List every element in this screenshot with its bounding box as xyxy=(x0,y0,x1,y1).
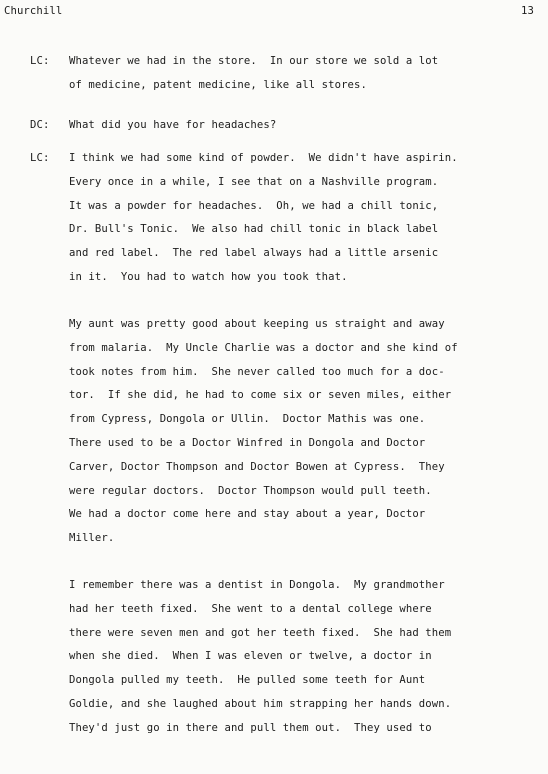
text-line: What did you have for headaches? xyxy=(69,119,277,131)
text-line: were regular doctors. Doctor Thompson would pull teeth. xyxy=(69,484,432,497)
text-line: They'd just go in there and pull them out. They used to xyxy=(69,721,432,734)
text-line: I think we had some kind of powder. We didn't have aspirin. xyxy=(69,152,458,164)
text-line: had her teeth fixed. She went to a dental college where xyxy=(69,602,432,615)
text-line: took notes from him. She never called too much for a doc- xyxy=(69,365,445,378)
text-line: when she died. When I was eleven or twelve, a doctor in xyxy=(69,650,432,663)
speaker-label: LC: xyxy=(30,55,50,67)
text-line: Goldie, and she laughed about him strapping her hands down. xyxy=(69,697,452,710)
text-line: of medicine, patent medicine, like all stores. xyxy=(69,78,367,91)
text-line: from Cypress, Dongola or Ullin. Doctor Mathis was one. xyxy=(69,413,426,426)
text-line: Miller. xyxy=(69,532,115,545)
text-line: there were seven men and got her teeth fixed. She had them xyxy=(69,626,452,639)
dialogue-text xyxy=(69,147,518,290)
text-line: Dongola pulled my teeth. He pulled some teeth for Aunt xyxy=(69,674,426,687)
text-line: in it. You had to watch how you took that. xyxy=(69,270,348,283)
page-number: 13 xyxy=(521,5,534,17)
text-line: I remember there was a dentist in Dongola. My grandmother xyxy=(69,579,445,591)
speaker-label: DC: xyxy=(30,119,50,131)
running-header: Churchill xyxy=(4,5,63,17)
text-line: Every once in a while, I see that on a Nashville program. xyxy=(69,175,439,188)
text-line: My aunt was pretty good about keeping us straight and away xyxy=(69,318,445,330)
text-line: We had a doctor come here and stay about a year, Doctor xyxy=(69,508,426,521)
speaker-label: LC: xyxy=(30,152,50,164)
text-line: It was a powder for headaches. Oh, we had a chill tonic, xyxy=(69,199,439,212)
continuation-paragraph xyxy=(69,574,518,741)
text-line: Whatever we had in the store. In our store we sold a lot xyxy=(69,55,439,67)
text-line: from malaria. My Uncle Charlie was a doctor and she kind of xyxy=(69,341,458,354)
text-line: tor. If she did, he had to come six or seven miles, either xyxy=(69,389,452,402)
dialogue-text xyxy=(69,114,518,138)
text-line: and red label. The red label always had a little arsenic xyxy=(69,247,439,260)
text-line: There used to be a Doctor Winfred in Dongola and Doctor xyxy=(69,436,426,449)
continuation-paragraph xyxy=(69,313,518,551)
text-line: Carver, Doctor Thompson and Doctor Bowen at Cypress. They xyxy=(69,460,445,473)
dialogue-text xyxy=(69,50,518,98)
text-line: Dr. Bull's Tonic. We also had chill tonic in black label xyxy=(69,223,439,236)
